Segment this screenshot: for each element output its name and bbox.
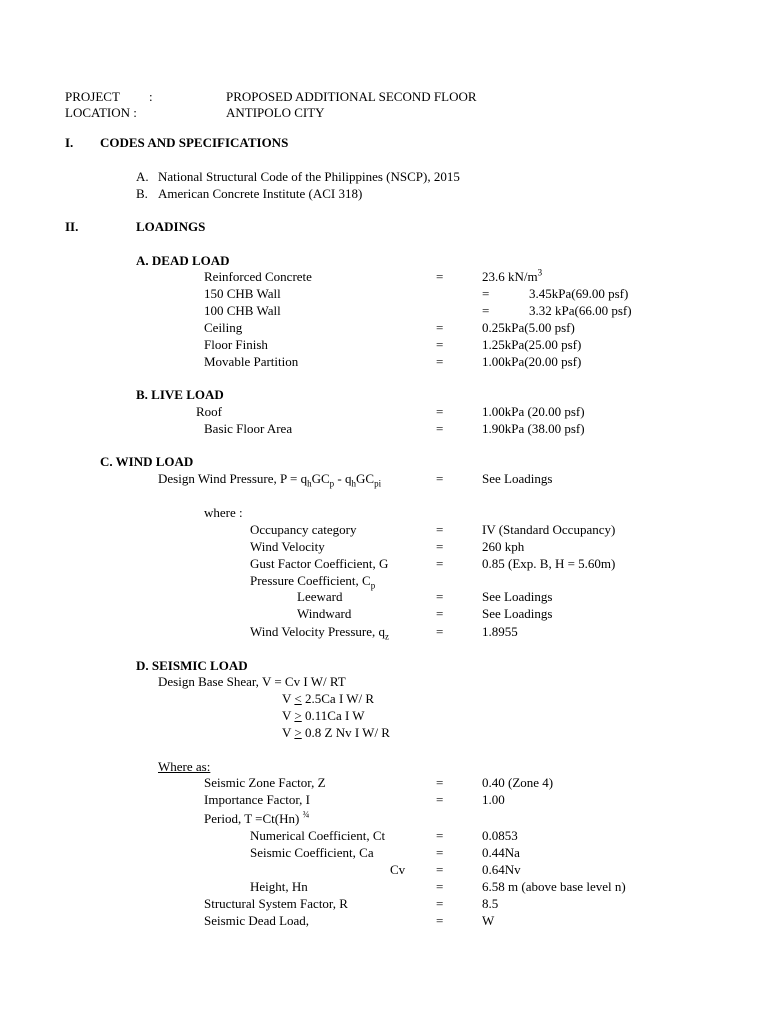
seismic-param-value: W <box>482 913 495 928</box>
pressure-coefficient-value: See Loadings <box>482 606 553 621</box>
equals-sign: = <box>436 471 444 486</box>
dead-load-value: 1.25kPa(25.00 psf) <box>482 337 582 352</box>
equals-sign: = <box>436 320 444 335</box>
equals-sign: = <box>436 862 444 877</box>
seismic-param-label: Seismic Dead Load, <box>204 913 310 928</box>
wind-param-value: IV (Standard Occupancy) <box>482 522 616 537</box>
equals-sign: = <box>436 354 444 369</box>
seismic-sub-value: 0.0853 <box>482 828 518 843</box>
section-title-loadings: LOADINGS <box>136 219 206 234</box>
seismic-sub-label: Seismic Coefficient, Ca <box>250 845 374 860</box>
equals-sign: = <box>436 896 444 911</box>
base-shear-limit: V > 0.11Ca I W <box>282 708 365 723</box>
seismic-param-value: 1.00 <box>482 792 505 807</box>
equals-sign: = <box>436 775 444 790</box>
equals-sign: = <box>436 556 444 571</box>
wind-load-value: See Loadings <box>482 471 553 486</box>
equals-sign: = <box>436 624 444 639</box>
base-shear-limit: V > 0.8 Z Nv I W/ R <box>282 725 390 740</box>
pressure-coefficient-label: Pressure Coefficient, $C_p$ <box>250 573 376 591</box>
dead-load-label: 100 CHB Wall <box>204 303 281 318</box>
equals-sign: = <box>436 269 444 284</box>
seismic-sub-label: Height, Hn <box>250 879 308 894</box>
equals-sign: = <box>436 879 444 894</box>
live-load-value: 1.90kPa (38.00 psf) <box>482 421 585 436</box>
equals-sign: = <box>482 286 490 301</box>
equals-sign: = <box>436 845 444 860</box>
project-colon: : <box>149 89 153 104</box>
wind-velocity-pressure-label: Wind Velocity Pressure, $q_z$ <box>250 624 389 642</box>
dead-load-value: 3.45kPa(69.00 psf) <box>529 286 629 301</box>
period-formula: Period, T =Ct(Hn) $^{\frac{3}{4}}$ <box>204 809 310 826</box>
seismic-param-value: 8.5 <box>482 896 499 911</box>
equals-sign: = <box>436 913 444 928</box>
seismic-sub-value: 0.44Na <box>482 845 520 860</box>
seismic-load-title: D. SEISMIC LOAD <box>136 658 248 673</box>
live-load-value: 1.00kPa (20.00 psf) <box>482 404 585 419</box>
seismic-sub-label: Numerical Coefficient, Ct <box>250 828 386 843</box>
equals-sign: = <box>436 337 444 352</box>
seismic-param-value: 0.40 (Zone 4) <box>482 775 554 790</box>
live-load-label: Basic Floor Area <box>204 421 293 436</box>
equals-sign: = <box>436 828 444 843</box>
live-load-title: B. LIVE LOAD <box>136 387 224 402</box>
dead-load-value: 23.6 $kN/m^3$ <box>482 267 543 284</box>
code-item-marker: B. <box>136 186 148 201</box>
dead-load-label: Ceiling <box>204 320 243 335</box>
design-wind-pressure-formula: Design Wind Pressure, $P = q_hGC_p - q_hGC_{pi}$ <box>158 471 382 489</box>
location-label: LOCATION : <box>65 105 137 120</box>
wind-param-value: 0.85 (Exp. B, H = 5.60m) <box>482 556 616 571</box>
equals-sign: = <box>436 589 444 604</box>
wind-param-label: Occupancy category <box>250 522 357 537</box>
equals-sign: = <box>482 303 490 318</box>
equals-sign: = <box>436 421 444 436</box>
dead-load-title: A. DEAD LOAD <box>136 253 230 268</box>
base-shear-limit: V < 2.5Ca I W/ R <box>282 691 375 706</box>
section-numeral-loadings: II. <box>65 219 79 234</box>
wind-param-value: 260 kph <box>482 539 525 554</box>
project-label: PROJECT <box>65 89 120 104</box>
dead-load-label: 150 CHB Wall <box>204 286 281 301</box>
section-title-codes: CODES AND SPECIFICATIONS <box>100 135 289 150</box>
seismic-param-label: Seismic Zone Factor, Z <box>204 775 326 790</box>
equals-sign: = <box>436 522 444 537</box>
seismic-sub-value: 0.64Nv <box>482 862 521 877</box>
code-item-text: American Concrete Institute (ACI 318) <box>158 186 363 201</box>
dead-load-value: 0.25kPa(5.00 psf) <box>482 320 575 335</box>
design-base-shear-formula: Design Base Shear, V = Cv I W/ RT <box>158 674 346 689</box>
seismic-sub-value: 6.58 m (above base level n) <box>482 879 626 894</box>
equals-sign: = <box>436 539 444 554</box>
equals-sign: = <box>436 404 444 419</box>
wind-param-label: Wind Velocity <box>250 539 325 554</box>
where-label: where : <box>204 505 243 520</box>
pressure-coefficient-value: See Loadings <box>482 589 553 604</box>
pressure-coefficient-sub-label: Windward <box>297 606 352 621</box>
equals-sign: = <box>436 792 444 807</box>
dead-load-value: 3.32 kPa(66.00 psf) <box>529 303 632 318</box>
seismic-param-label: Structural System Factor, R <box>204 896 348 911</box>
dead-load-label: Floor Finish <box>204 337 268 352</box>
where-as-label: Where as: <box>158 759 211 774</box>
section-numeral-codes: I. <box>65 135 74 150</box>
dead-load-label: Reinforced Concrete <box>204 269 312 284</box>
unit-exponent: 3 <box>537 267 543 278</box>
seismic-sub-label: Cv <box>390 862 406 877</box>
pressure-coefficient-sub-label: Leeward <box>297 589 343 604</box>
location-value: ANTIPOLO CITY <box>226 105 325 120</box>
wind-load-title: C. WIND LOAD <box>100 454 194 469</box>
code-item-marker: A. <box>136 169 149 184</box>
wind-velocity-pressure-value: 1.8955 <box>482 624 518 639</box>
project-value: PROPOSED ADDITIONAL SECOND FLOOR <box>226 89 477 104</box>
equals-sign: = <box>436 606 444 621</box>
wind-param-label: Gust Factor Coefficient, G <box>250 556 389 571</box>
seismic-param-label: Importance Factor, I <box>204 792 310 807</box>
live-load-label: Roof <box>196 404 222 419</box>
dead-load-value: 1.00kPa(20.00 psf) <box>482 354 582 369</box>
dead-load-label: Movable Partition <box>204 354 299 369</box>
code-item-text: National Structural Code of the Philippines (NSCP), 2015 <box>158 169 460 184</box>
